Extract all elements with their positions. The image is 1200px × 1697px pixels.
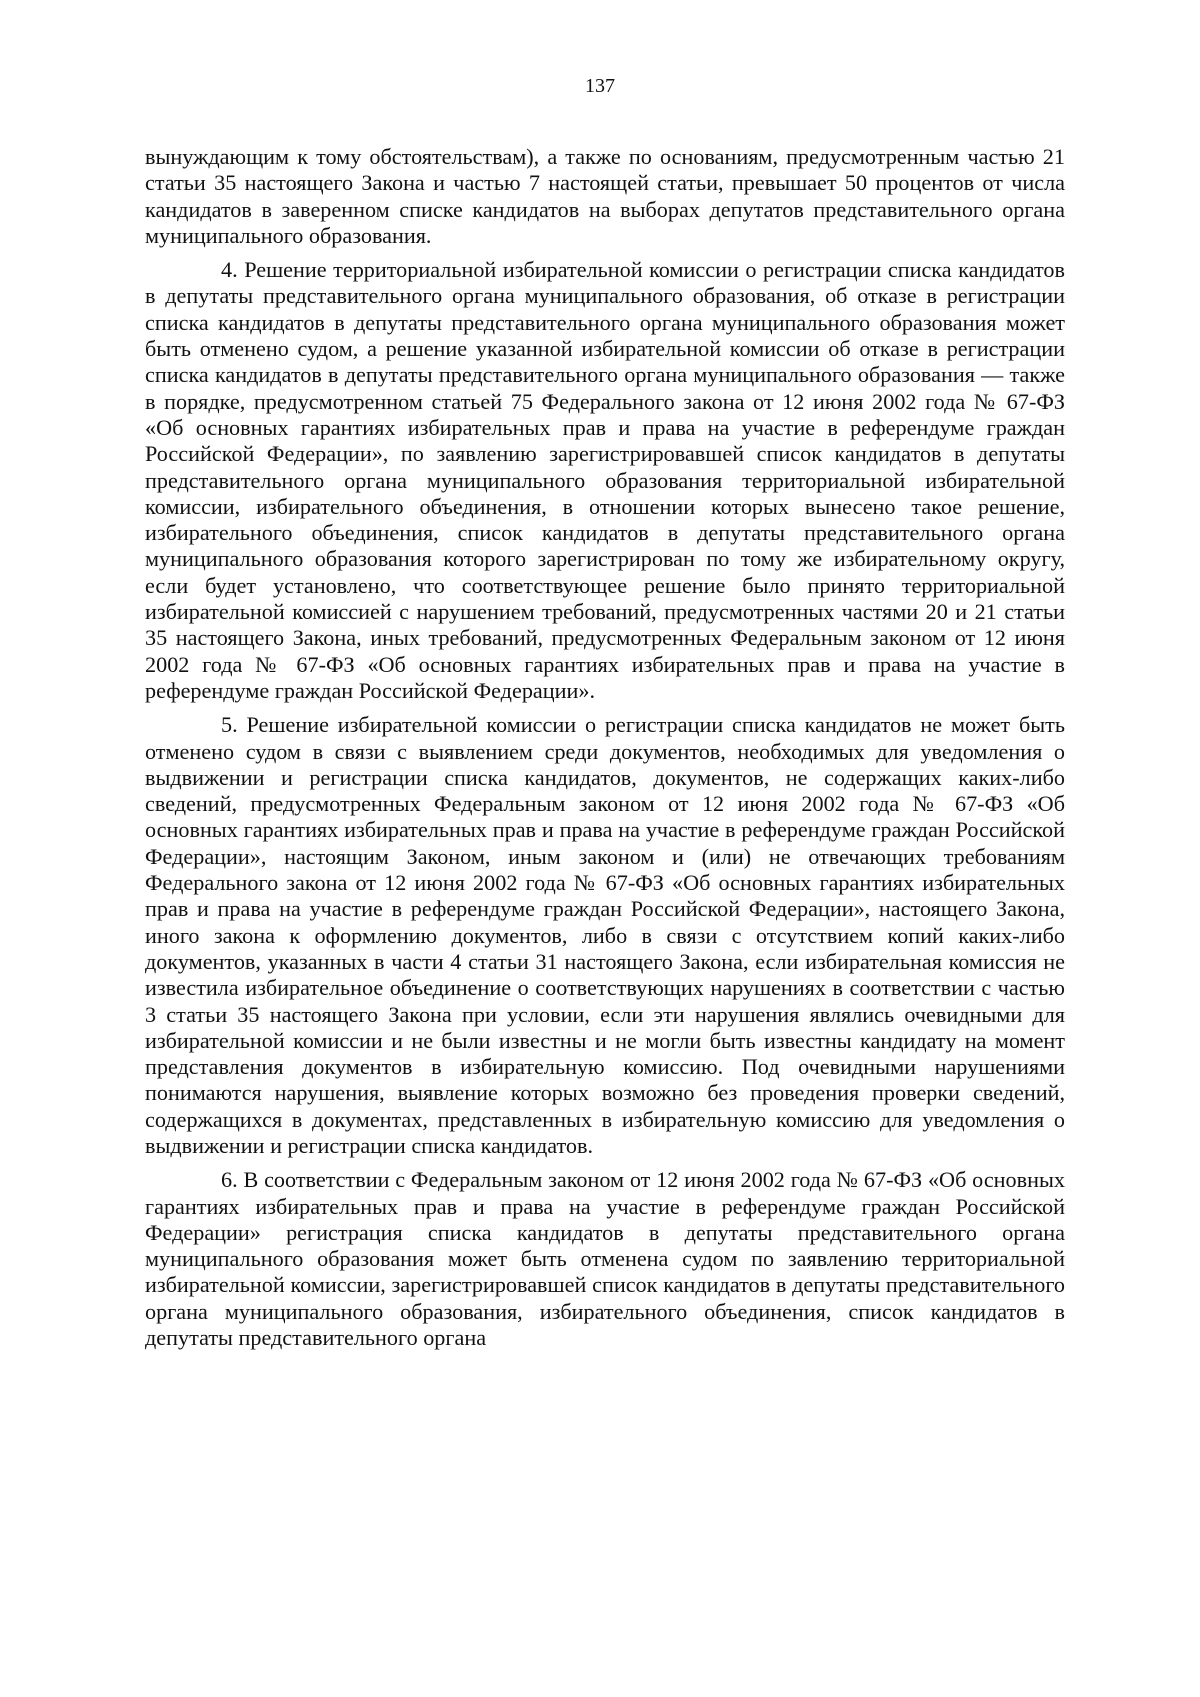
document-body	[145, 144, 1065, 1351]
page-number: 137	[585, 75, 615, 97]
paragraph-4: 4. Решение территориальной избирательной комиссии о регистрации списка кандидатов в депутаты представительного органа муниципального образования, об отказе в регистрации списка кандидатов в депутаты представительного органа муниципального образования может быть отменено судом, а решение указанной избирательной комиссии об отказе в регистрации списка кандидатов в депутаты представительного органа муниципального образования — также в порядке, предусмотренном статьей 75 Федерального закона от 12 июня 2002 года № 67-ФЗ «Об основных гарантиях избирательных прав и права на участие в референдуме граждан Российской Федерации», по заявлению зарегистрировавшей список кандидатов в депутаты представительного органа муниципального образования территориальной избирательной комиссии, избирательного объединения, в отношении которых вынесено такое решение, избирательного объединения, список кандидатов в депутаты представительного органа муниципального образования которого зарегистрирован по тому же избирательному округу, если будет установлено, что соответствующее решение было принято территориальной избирательной комиссией с нарушением требований, предусмотренных частями 20 и 21 статьи 35 настоящего Закона, иных требований, предусмотренных Федеральным законом от 12 июня 2002 года № 67-ФЗ «Об основных гарантиях избирательных прав и права на участие в референдуме граждан Российской Федерации».	[145, 257, 1065, 703]
paragraph-continuation: вынуждающим к тому обстоятельствам), а также по основаниям, предусмотренным частью 21 статьи 35 настоящего Закона и частью 7 настоящей статьи, превышает 50 процентов от числа кандидатов в заверенном списке кандидатов на выборах депутатов представительного органа муниципального образования.	[145, 144, 1065, 248]
paragraph-6: 6. В соответствии с Федеральным законом от 12 июня 2002 года № 67-ФЗ «Об основных гарантиях избирательных прав и права на участие в референдуме граждан Российской Федерации» регистрация списка кандидатов в депутаты представительного органа муниципального образования может быть отменена судом по заявлению территориальной избирательной комиссии, зарегистрировавшей список кандидатов в депутаты представительного органа муниципального образования, избирательного объединения, список кандидатов в депутаты представительного органа	[145, 1167, 1065, 1351]
paragraph-5: 5. Решение избирательной комиссии о регистрации списка кандидатов не может быть отменено судом в связи с выявлением среди документов, необходимых для уведомления о выдвижении и регистрации списка кандидатов, документов, не содержащих каких-либо сведений, предусмотренных Федеральным законом от 12 июня 2002 года № 67-ФЗ «Об основных гарантиях избирательных прав и права на участие в референдуме граждан Российской Федерации», настоящим Законом, иным законом и (или) не отвечающих требованиям Федерального закона от 12 июня 2002 года № 67-ФЗ «Об основных гарантиях избирательных прав и права на участие в референдуме граждан Российской Федерации», настоящего Закона, иного закона к оформлению документов, либо в связи с отсутствием копий каких-либо документов, указанных в части 4 статьи 31 настоящего Закона, если избирательная комиссия не известила избирательное объединение о соответствующих нарушениях в соответствии с частью 3 статьи 35 настоящего Закона при условии, если эти нарушения являлись очевидными для избирательной комиссии и не были известны и не могли быть известны кандидату на момент представления документов в избирательную комиссию. Под очевидными нарушениями понимаются нарушения, выявление которых возможно без проведения проверки сведений, содержащихся в документах, представленных в избирательную комиссию для уведомления о выдвижении и регистрации списка кандидатов.	[145, 712, 1065, 1158]
